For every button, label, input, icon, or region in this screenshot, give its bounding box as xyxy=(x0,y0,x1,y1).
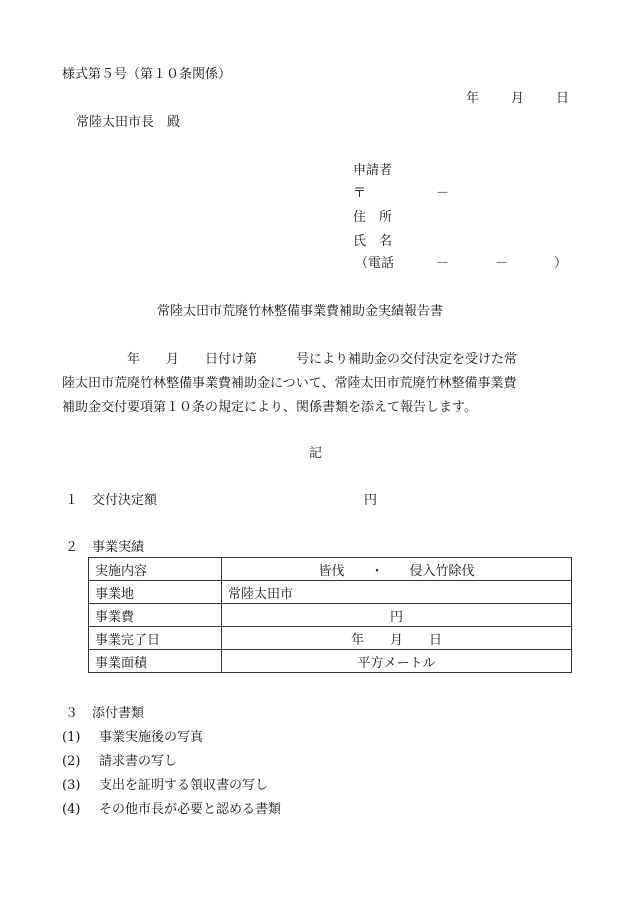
form-number: 様式第５号（第１０条関係） xyxy=(62,67,232,82)
row-value-content: 皆伐 ・ 侵入竹除伐 xyxy=(222,558,572,581)
postal-dash: － xyxy=(436,186,450,201)
postal-mark: 〒 xyxy=(353,186,367,201)
table-row xyxy=(89,650,572,673)
table-row xyxy=(89,558,572,581)
table-row xyxy=(89,627,572,650)
row-key-location: 事業地 xyxy=(89,581,222,604)
row-value-cost: 円 xyxy=(222,604,572,627)
row-value-area: 平方メートル xyxy=(222,650,572,673)
results-table xyxy=(88,557,572,673)
table-row xyxy=(89,604,572,627)
row-value-completion-date: 年 月 日 xyxy=(222,627,572,650)
row-key-cost: 事業費 xyxy=(89,604,222,627)
attachment-text: 事業実施後の写真 xyxy=(99,730,204,745)
phone-dash-1: － xyxy=(436,256,450,271)
row-key-completion-date: 事業完了日 xyxy=(89,627,222,650)
section-1-number: １ xyxy=(65,493,79,508)
section-1-unit: 円 xyxy=(364,493,378,508)
attachment-text: 支出を証明する領収書の写し xyxy=(99,778,269,793)
table-row xyxy=(89,581,572,604)
phone-close: ） xyxy=(554,256,568,271)
attachment-number: (4) xyxy=(62,802,81,817)
date-month: 月 xyxy=(511,91,525,106)
date-year: 年 xyxy=(466,91,480,106)
section-2-label: 事業実績 xyxy=(92,540,145,555)
row-value-location: 常陸太田市 xyxy=(222,581,572,604)
attachment-text: その他市長が必要と認める書類 xyxy=(99,802,282,817)
row-key-area: 事業面積 xyxy=(89,650,222,673)
attachment-number: (1) xyxy=(62,730,81,745)
attachment-number: (3) xyxy=(62,778,81,793)
phone-open: （電話 xyxy=(355,256,395,271)
section-3-label: 添付書類 xyxy=(92,706,145,721)
name-label: 氏 名 xyxy=(353,234,393,249)
body-line: 陸太田市荒廃竹林整備事業費補助金について、常陸太田市荒廃竹林整備事業費 xyxy=(62,376,517,391)
body-line: 補助金交付要項第１０条の規定により、関係書類を添えて報告します。 xyxy=(62,400,477,415)
address-label: 住 所 xyxy=(353,210,393,225)
phone-dash-2: － xyxy=(495,256,509,271)
addressee: 常陸太田市長 殿 xyxy=(76,115,181,130)
section-3-number: ３ xyxy=(65,706,79,721)
row-key-content: 実施内容 xyxy=(89,558,222,581)
section-2-number: ２ xyxy=(65,540,79,555)
applicant-heading: 申請者 xyxy=(353,163,393,178)
attachment-number: (2) xyxy=(62,754,81,769)
date-day: 日 xyxy=(556,91,570,106)
document-title: 常陸太田市荒廃竹林整備事業費補助金実績報告書 xyxy=(157,304,444,319)
body-line: 年 月 日付け第 号により補助金の交付決定を受けた常 xyxy=(62,352,518,367)
section-1-label: 交付決定額 xyxy=(92,493,158,508)
body-paragraph xyxy=(62,348,576,420)
attachment-text: 請求書の写し xyxy=(99,754,178,769)
ki-heading: 記 xyxy=(309,446,323,461)
